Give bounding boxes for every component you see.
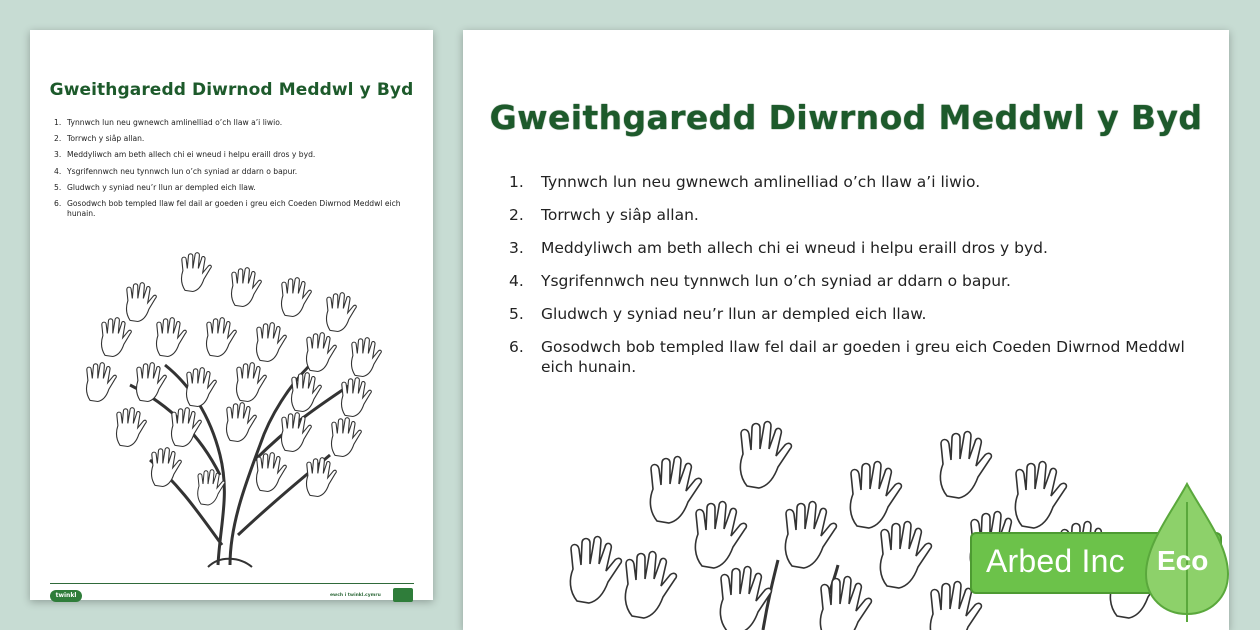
instruction-item <box>509 337 1199 377</box>
instruction-item <box>509 172 1199 192</box>
instruction-number: 5. <box>509 305 524 323</box>
instruction-item <box>54 199 414 219</box>
instruction-text: Gosodwch bob templed llaw fel dail ar goeden i greu eich Coeden Diwrnod Meddwl eich hunain. <box>67 198 401 218</box>
instruction-number: 4. <box>54 166 62 176</box>
worksheet-thumbnail <box>30 30 433 600</box>
footer-url: ewch i twinkl.cymru <box>330 593 381 598</box>
instruction-item <box>509 205 1199 225</box>
instruction-number: 2. <box>54 134 62 144</box>
instruction-item <box>54 167 414 177</box>
instruction-item <box>54 183 414 193</box>
worksheet-thumbnail-title: Gweithgaredd Diwrnod Meddwl y Byd <box>49 80 414 100</box>
instruction-item <box>509 304 1199 324</box>
instruction-number: 5. <box>54 182 62 192</box>
instruction-item <box>509 238 1199 258</box>
instruction-text: Gludwch y syniad neu’r llun ar dempled eich llaw. <box>541 305 927 323</box>
instruction-item <box>54 118 414 128</box>
footer-badge-icon <box>393 588 413 602</box>
worksheet-instructions <box>509 172 1199 390</box>
worksheet-thumbnail-instructions <box>54 118 414 225</box>
instruction-item <box>509 271 1199 291</box>
worksheet-title: Gweithgaredd Diwrnod Meddwl y Byd <box>489 98 1203 137</box>
eco-label: Eco <box>1157 545 1209 576</box>
instruction-item <box>54 150 414 160</box>
instruction-text: Ysgrifennwch neu tynnwch lun o’ch syniad ar ddarn o bapur. <box>67 166 298 176</box>
instruction-number: 1. <box>509 173 524 191</box>
instruction-number: 3. <box>509 239 524 257</box>
instruction-text: Tynnwch lun neu gwnewch amlinelliad o’ch llaw a’i liwio. <box>67 118 283 127</box>
instruction-number: 1. <box>54 118 62 127</box>
instruction-text: Tynnwch lun neu gwnewch amlinelliad o’ch llaw a’i liwio. <box>541 173 981 191</box>
instruction-item <box>54 134 414 144</box>
instruction-number: 3. <box>54 150 62 160</box>
footer-divider <box>50 583 414 584</box>
instruction-text: Gosodwch bob templed llaw fel dail ar goeden i greu eich Coeden Diwrnod Meddwl eich hunain. <box>541 338 1185 376</box>
twinkl-logo: twinkl <box>50 590 82 602</box>
instruction-text: Ysgrifennwch neu tynnwch lun o’ch syniad ar ddarn o bapur. <box>541 272 1011 290</box>
instruction-number: 6. <box>509 338 524 356</box>
instruction-number: 2. <box>509 206 524 224</box>
hand-leaves-illustration <box>523 390 1183 630</box>
instruction-text: Gludwch y syniad neu’r llun ar dempled eich llaw. <box>67 182 256 192</box>
instruction-text: Meddyliwch am beth allech chi ei wneud i helpu eraill dros y byd. <box>67 150 316 160</box>
instruction-number: 6. <box>54 198 62 208</box>
badge-label: Arbed Inc <box>986 543 1125 579</box>
hand-tree-illustration <box>70 245 400 575</box>
instruction-number: 4. <box>509 272 524 290</box>
instruction-text: Torrwch y siâp allan. <box>67 134 145 144</box>
instruction-text: Torrwch y siâp allan. <box>541 206 699 224</box>
instruction-text: Meddyliwch am beth allech chi ei wneud i helpu eraill dros y byd. <box>541 239 1048 257</box>
